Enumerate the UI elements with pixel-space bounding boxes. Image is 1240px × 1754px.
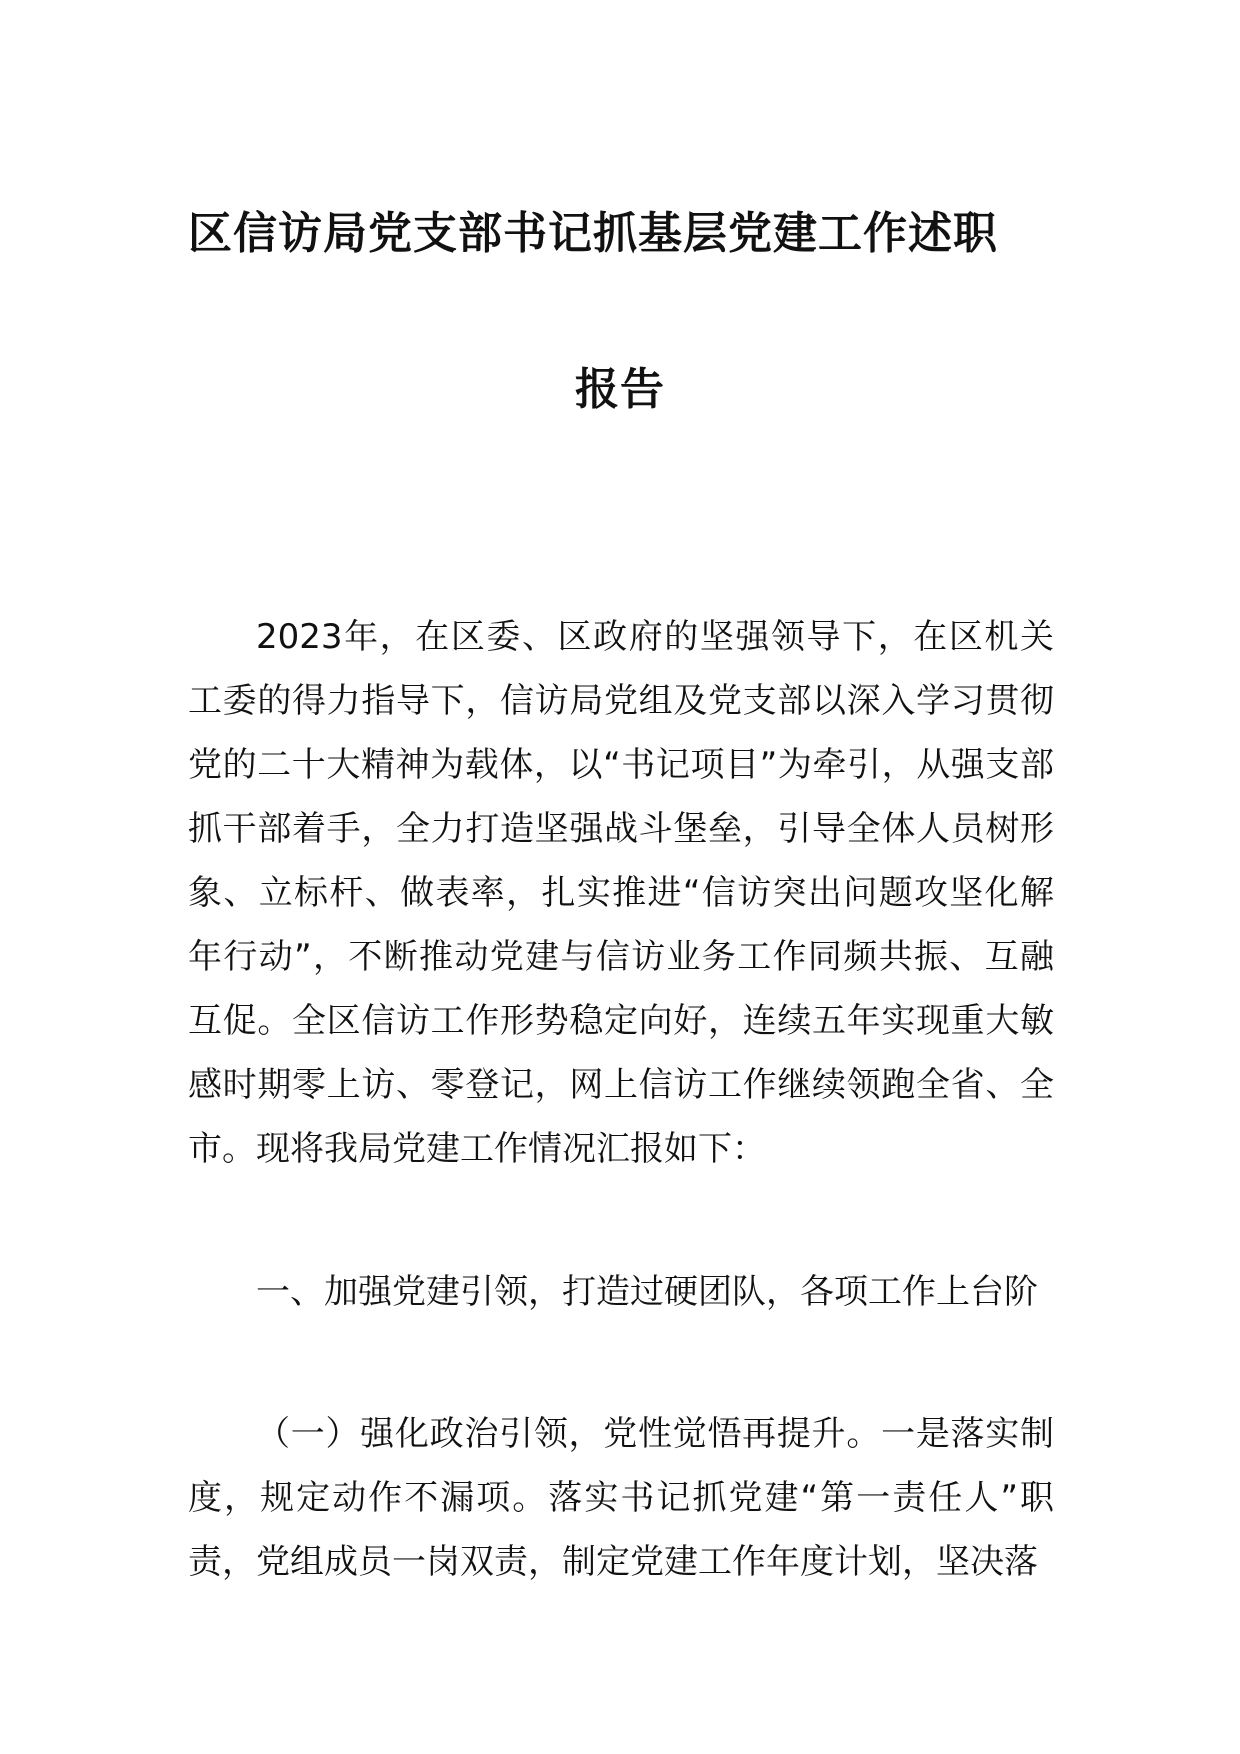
subsection-paragraph-1: （一）强化政治引领，党性觉悟再提升。一是落实制度，规定动作不漏项。落实书记抓党建“第一责任人”职责，党组成员一岗双责，制定党建工作年度计划，坚决落: [188, 1414, 1054, 1582]
document-title-line1: 区信访局党支部书记抓基层党建工作述职: [188, 208, 998, 259]
document-title-line2: 报告: [575, 364, 665, 415]
section-heading-1: 一、加强党建引领，打造过硬团队，各项工作上台阶: [256, 1272, 1038, 1312]
intro-paragraph: 2023年，在区委、区政府的坚强领导下，在区机关工委的得力指导下，信访局党组及党支部以深入学习贯彻党的二十大精神为载体，以“书记项目”为牵引，从强支部抓干部着手，全力打造坚强战斗堡垒，引导全体人员树形象、立标杆、做表率，扎实推进“信访突出问题攻坚化解年行动”，不断推动党建与信访业务工作同频共振、互融互促。全区信访工作形势稳定向好，连续五年实现重大敏感时期零上访、零登记，网上信访工作继续领跑全省、全市。现将我局党建工作情况汇报如下：: [188, 617, 1054, 1169]
